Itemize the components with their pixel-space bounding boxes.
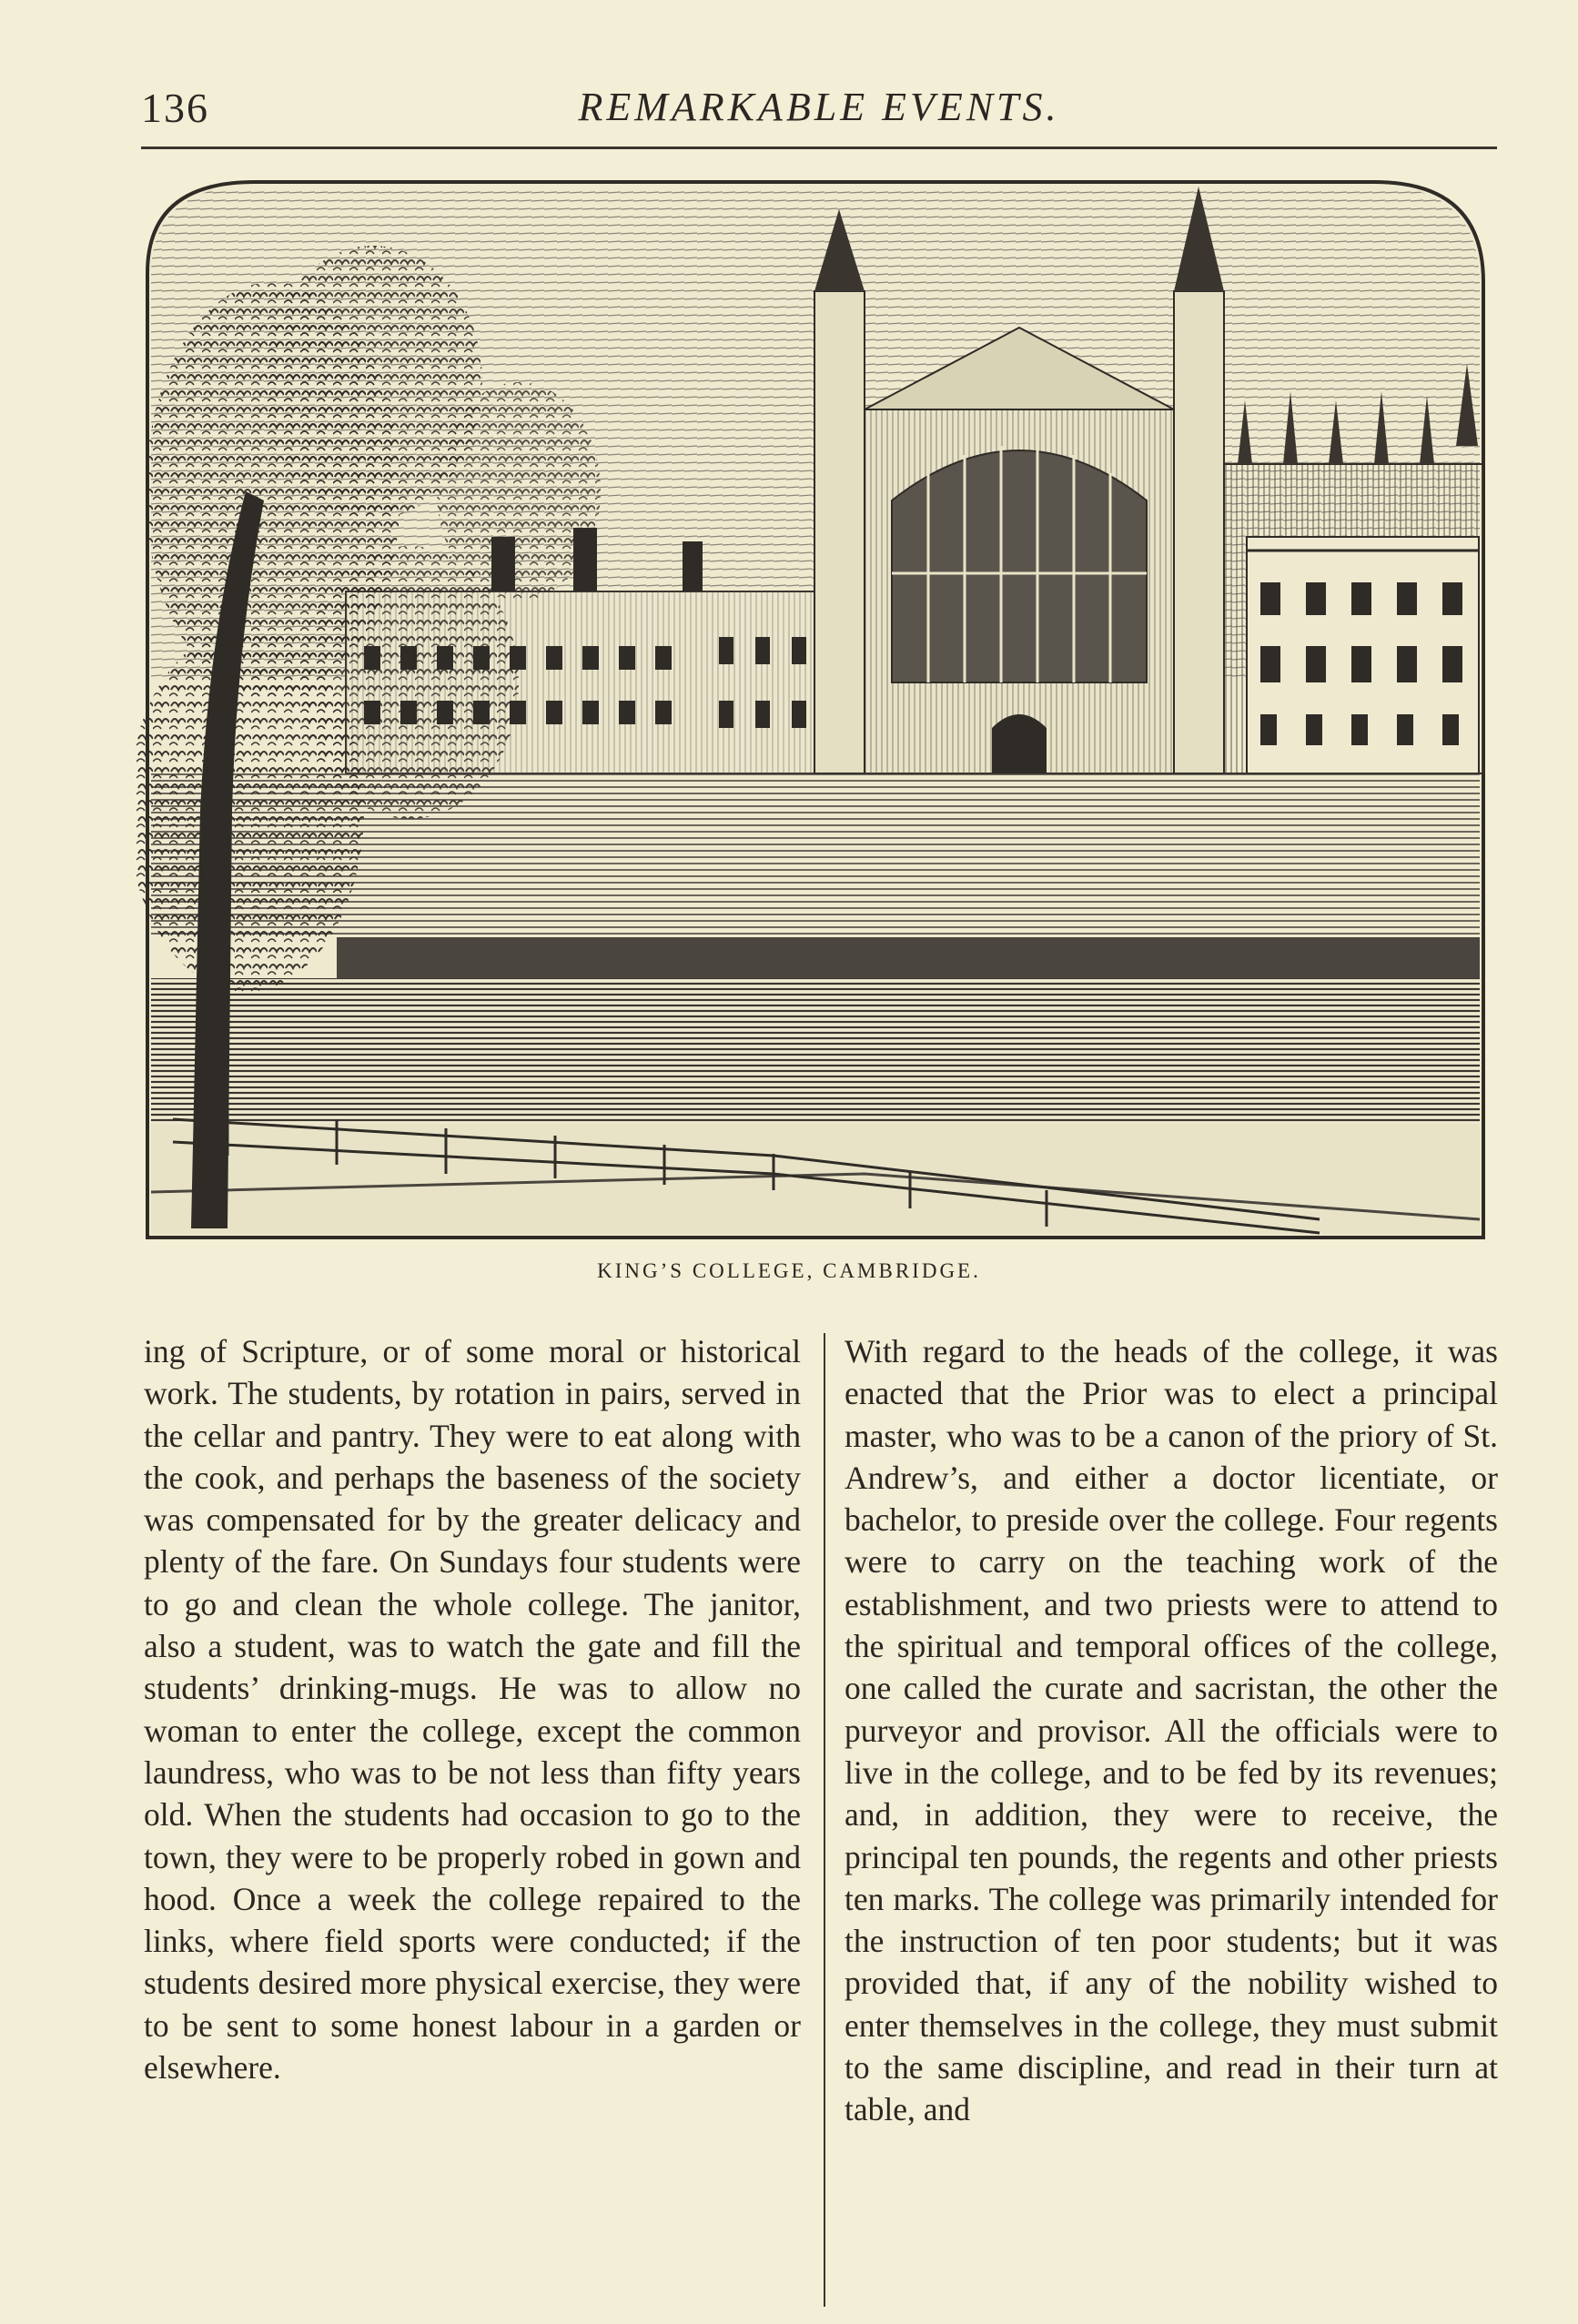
river: [151, 978, 1480, 1124]
text-column-right: [845, 1330, 1498, 2131]
header-rule: [141, 147, 1497, 149]
column-divider: [824, 1333, 825, 2307]
illustration-caption: KING’S COLLEGE, CAMBRIDGE.: [597, 1259, 981, 1282]
left-column-text: ing of Scripture, or of some moral or historical work. The students, by rotation in pairs, served in the cellar and pantry. They were to eat along with the cook, and perhaps the baseness of the society was compensated for by the greater delicacy and plenty of the fare. On Sundays four students were to go and clean the whole college. The janitor, also a student, was to watch the gate and fill the students’ drinking-mugs. He was to allow no woman to enter the college, except the common laundress, who was to be not less than fifty years old. When the students had occasion to go to the town, they were to be properly robed in gown and hood. Once a week the college repaired to the links, where field sports were conducted; if the students desired more physical exercise, they were to be sent to some honest labour in a garden or elsewhere.: [144, 1333, 801, 2087]
kings-college-engraving: [137, 173, 1492, 1247]
page-number: 136: [141, 85, 209, 131]
text-column-left: [144, 1330, 801, 2088]
page-header: [141, 84, 1497, 138]
gibbs-building: [1247, 537, 1479, 773]
river-bank: [337, 937, 1480, 978]
great-window: [892, 450, 1147, 682]
right-column-text: With regard to the heads of the college, it was enacted that the Prior was to elect a principal master, who was to be a canon of the priory of St. Andrew’s, and either a doctor licentiate, or bachelor, to preside over the college. Four regents were to carry on the teaching work of the establishment, and two priests were to attend to the spiritual and temporal offices of the college, one called the curate and sacristan, the other the purveyor and provisor. All the officials were to live in the college, and to be fed by its revenues; and, in addition, they were to receive, the principal ten pounds, the regents and other priests ten marks. The college was primarily intended for the instruction of ten poor students; but it was provided that, if any of the nobility wished to enter themselves in the college, they must submit to the same discipline, and read in their turn at table, and: [845, 1333, 1498, 2128]
running-head: REMARKABLE EVENTS.: [578, 85, 1060, 129]
